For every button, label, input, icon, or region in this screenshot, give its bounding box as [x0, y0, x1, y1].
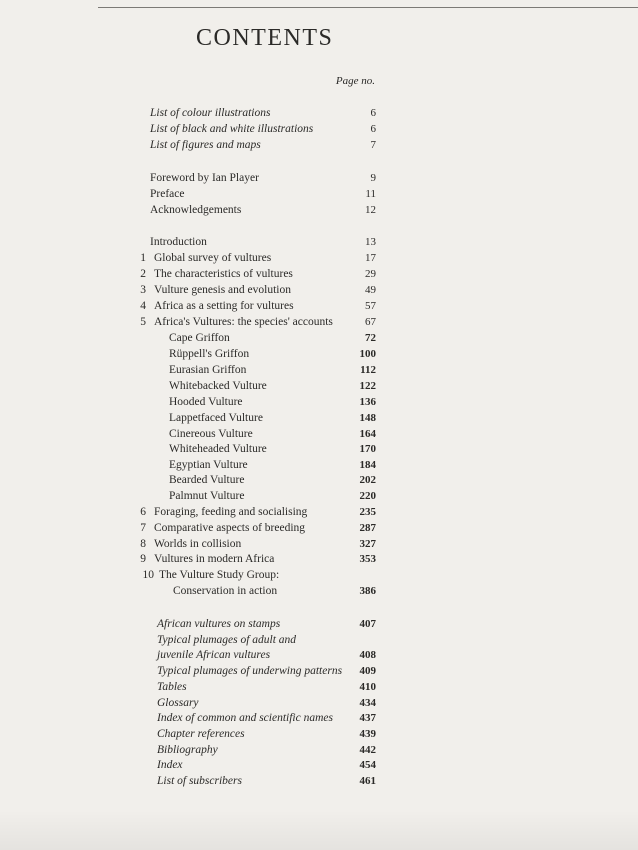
chapter-number: 1 [140, 252, 146, 264]
toc-page: 184 [359, 459, 376, 471]
toc-species[interactable] [150, 330, 376, 346]
toc-label: Lappetfaced Vulture [169, 412, 263, 424]
toc-chapter[interactable] [140, 282, 376, 298]
toc-entry[interactable] [150, 202, 376, 218]
toc-entry[interactable] [150, 742, 376, 758]
chapter-number: 3 [140, 284, 146, 296]
toc-entry[interactable] [150, 679, 376, 695]
toc-page: 57 [365, 300, 376, 312]
toc-label: Tables [157, 681, 187, 693]
toc-species[interactable] [150, 457, 376, 473]
toc-entry[interactable] [150, 121, 376, 137]
toc-page: 136 [359, 396, 376, 408]
toc-label: Cinereous Vulture [169, 428, 253, 440]
toc-page: 410 [359, 681, 376, 693]
toc-page: 202 [359, 474, 376, 486]
toc-label: Vulture genesis and evolution [154, 284, 291, 296]
toc-entry[interactable] [150, 632, 376, 648]
toc-label: Index of common and scientific names [157, 712, 333, 724]
toc-label: Foreword by Ian Player [150, 172, 259, 184]
toc-chapter[interactable] [140, 266, 376, 282]
toc-label: The characteristics of vultures [154, 268, 293, 280]
toc-chapter[interactable] [140, 504, 376, 520]
toc-chapter[interactable] [140, 250, 376, 266]
toc-label: Glossary [157, 697, 199, 709]
toc-label: Preface [150, 188, 185, 200]
toc-page: 13 [365, 236, 376, 248]
toc-species[interactable] [150, 394, 376, 410]
toc-label: Chapter references [157, 728, 245, 740]
toc-page: 67 [365, 316, 376, 328]
toc-label: Introduction [150, 236, 207, 248]
toc-label: List of black and white illustrations [150, 123, 314, 135]
toc-label: Whiteheaded Vulture [169, 443, 267, 455]
toc-label: Palmnut Vulture [169, 490, 245, 502]
toc-chapter[interactable] [140, 551, 376, 567]
chapter-number: 5 [140, 316, 146, 328]
toc-page: 437 [359, 712, 376, 724]
toc-chapter[interactable] [142, 567, 376, 583]
toc-label: Index [157, 759, 183, 771]
toc-entry[interactable] [150, 726, 376, 742]
toc-species[interactable] [150, 426, 376, 442]
toc-chapter[interactable] [140, 314, 376, 330]
toc-label: Typical plumages of adult and [157, 634, 297, 646]
toc-entry[interactable] [150, 773, 376, 789]
toc-page: 122 [359, 380, 376, 392]
toc-chapter[interactable] [140, 520, 376, 536]
toc-entry[interactable] [150, 757, 376, 773]
chapter-number: 8 [140, 538, 146, 550]
toc-species[interactable] [150, 441, 376, 457]
toc-page: 220 [359, 490, 376, 502]
toc-label: Conservation in action [173, 585, 278, 597]
toc-page: 148 [359, 412, 376, 424]
toc-species[interactable] [150, 346, 376, 362]
toc-page: 327 [359, 538, 376, 550]
toc-page: 287 [359, 522, 376, 534]
toc-label: Africa's Vultures: the species' accounts [154, 316, 333, 328]
toc-entry[interactable] [150, 710, 376, 726]
toc-label: The Vulture Study Group: [159, 569, 280, 581]
toc-entry[interactable] [150, 647, 376, 663]
toc-page: 408 [359, 649, 376, 661]
chapter-number: 4 [140, 300, 146, 312]
toc-label: Eurasian Griffon [169, 364, 247, 376]
toc-species[interactable] [150, 378, 376, 394]
toc-page: 9 [370, 172, 376, 184]
toc-chapter[interactable] [140, 298, 376, 314]
toc-chapter-cont[interactable] [150, 583, 376, 599]
toc-species[interactable] [150, 472, 376, 488]
toc-page: 7 [370, 139, 376, 151]
toc-label: Cape Griffon [169, 332, 230, 344]
toc-page: 439 [359, 728, 376, 740]
toc-page: 49 [365, 284, 376, 296]
toc-entry[interactable] [150, 170, 376, 186]
toc-page: 454 [359, 759, 376, 771]
toc-label: Hooded Vulture [169, 396, 243, 408]
toc-page: 12 [365, 204, 376, 216]
page-title: CONTENTS [196, 25, 334, 51]
toc-page: 11 [365, 188, 376, 200]
chapter-number: 9 [140, 553, 146, 565]
toc-label: Vultures in modern Africa [154, 553, 275, 565]
toc-label: Bearded Vulture [169, 474, 245, 486]
toc-page: 17 [365, 252, 376, 264]
toc-species[interactable] [150, 488, 376, 504]
toc-label: Acknowledgements [150, 204, 242, 216]
toc-entry[interactable] [150, 105, 376, 121]
toc-page: 386 [359, 585, 376, 597]
toc-label: Whitebacked Vulture [169, 380, 267, 392]
toc-label: Bibliography [157, 744, 218, 756]
chapter-number: 6 [140, 506, 146, 518]
toc-page: 461 [359, 775, 376, 787]
toc-label: Worlds in collision [154, 538, 242, 550]
toc-label: Foraging, feeding and socialising [154, 506, 308, 518]
toc-page: 72 [365, 332, 376, 344]
toc-page: 434 [359, 697, 376, 709]
toc-entry[interactable] [150, 137, 376, 153]
toc-page: 170 [359, 443, 376, 455]
toc-page: 407 [359, 618, 376, 630]
toc-label: Comparative aspects of breeding [154, 522, 306, 534]
toc-species[interactable] [150, 362, 376, 378]
toc-page: 100 [359, 348, 376, 360]
toc-entry[interactable] [150, 663, 376, 679]
toc-label: Typical plumages of underwing patterns [157, 665, 343, 677]
toc-label: Rüppell's Griffon [169, 348, 250, 360]
toc-label: Africa as a setting for vultures [154, 300, 294, 312]
chapter-number: 2 [140, 268, 146, 280]
toc-entry[interactable] [150, 186, 376, 202]
toc-entry[interactable] [150, 695, 376, 711]
toc-label: juvenile African vultures [157, 649, 271, 661]
toc-page: 6 [370, 107, 376, 119]
toc-label: African vultures on stamps [157, 618, 281, 630]
toc-page: 29 [365, 268, 376, 280]
toc-entry[interactable] [150, 234, 376, 250]
toc-label: List of figures and maps [150, 139, 261, 151]
toc-entry[interactable] [150, 616, 376, 632]
toc-page: 6 [370, 123, 376, 135]
toc-page: 112 [360, 364, 376, 376]
toc-label: List of subscribers [157, 775, 242, 787]
chapter-number: 10 [142, 569, 154, 581]
toc-label: Egyptian Vulture [169, 459, 248, 471]
toc-page: 164 [359, 428, 376, 440]
page-no-header: Page no. [335, 75, 375, 87]
toc-page: 442 [359, 744, 376, 756]
chapter-number: 7 [140, 522, 146, 534]
toc-page: 409 [359, 665, 376, 677]
toc-chapter[interactable] [140, 536, 376, 552]
toc-label: List of colour illustrations [150, 107, 271, 119]
toc-page: 235 [359, 506, 376, 518]
toc-species[interactable] [150, 410, 376, 426]
toc-label: Global survey of vultures [154, 252, 272, 264]
toc-page: 353 [359, 553, 376, 565]
